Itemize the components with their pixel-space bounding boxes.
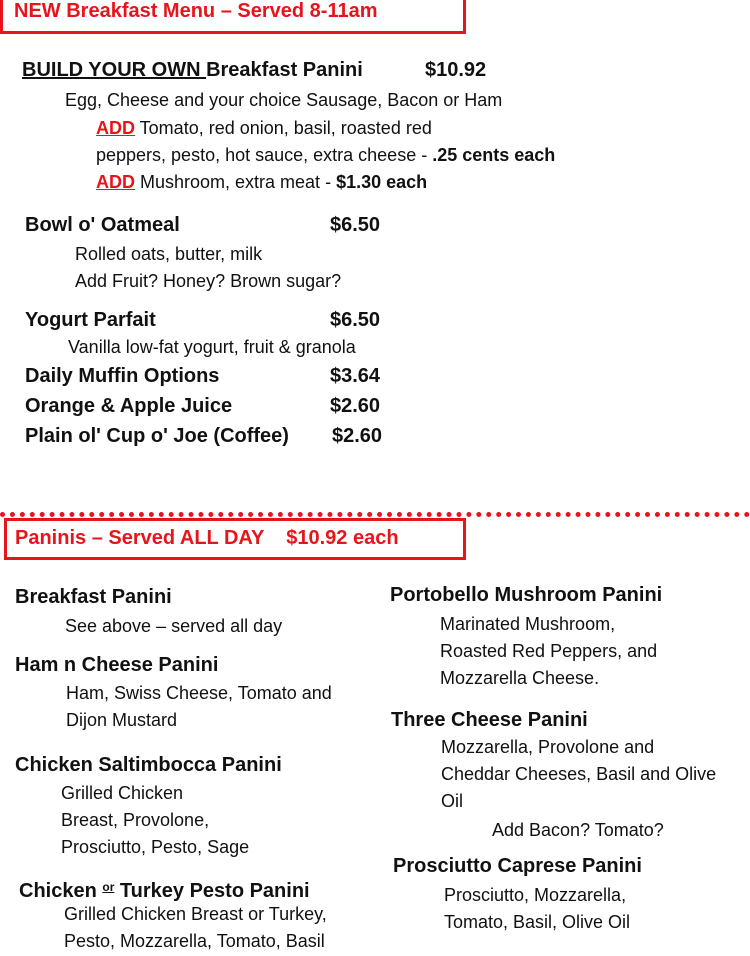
panini-three-cheese-desc: Oil [441, 791, 463, 811]
byo-name: Breakfast Panini [206, 59, 363, 81]
byo-title [22, 58, 363, 82]
byo-add1-line1 [96, 116, 432, 140]
add1-price: .25 cents each [432, 145, 556, 165]
add1-text2: peppers, pesto, hot sauce, extra cheese - [96, 145, 433, 165]
panini-pesto-name [19, 875, 310, 903]
breakfast-header: NEW Breakfast Menu – Served 8-11am [14, 0, 378, 22]
item-juice-price: $2.60 [330, 395, 381, 417]
pesto-name-b: Turkey Pesto Panini [114, 880, 310, 902]
panini-three-cheese-extra: Add Bacon? Tomato? [492, 820, 664, 840]
byo-add2 [96, 170, 427, 194]
byo-price: $10.92 [425, 59, 487, 81]
item-coffee-price: $2.60 [332, 425, 383, 447]
panini-ham-desc: Ham, Swiss Cheese, Tomato and [66, 683, 332, 703]
panini-pesto-desc: Grilled Chicken Breast or Turkey, [64, 904, 327, 924]
panini-pesto-desc: Pesto, Mozzarella, Tomato, Basil [64, 931, 325, 951]
panini-portobello-desc: Marinated Mushroom, [440, 614, 616, 634]
panini-saltimbocca-desc: Prosciutto, Pesto, Sage [61, 837, 250, 857]
panini-breakfast-desc: See above – served all day [65, 616, 283, 636]
add-label: ADD [96, 172, 135, 192]
byo-prefix: BUILD YOUR OWN [22, 59, 207, 81]
panini-ham-name: Ham n Cheese Panini [15, 654, 219, 676]
panini-portobello-name: Portobello Mushroom Panini [390, 584, 663, 606]
add2-price: $1.30 each [336, 172, 428, 192]
item-yogurt-name: Yogurt Parfait [25, 309, 156, 331]
item-oatmeal-name: Bowl o' Oatmeal [25, 214, 180, 236]
item-oatmeal-desc: Add Fruit? Honey? Brown sugar? [75, 271, 342, 291]
panini-portobello-desc: Roasted Red Peppers, and [440, 641, 658, 661]
panini-saltimbocca-desc: Breast, Provolone, [61, 810, 210, 830]
panini-three-cheese-name: Three Cheese Panini [391, 709, 588, 731]
byo-add1-line2 [96, 143, 555, 167]
panini-caprese-desc: Prosciutto, Mozzarella, [444, 885, 627, 905]
pesto-name-a: Chicken [19, 880, 103, 902]
item-coffee-name: Plain ol' Cup o' Joe (Coffee) [25, 425, 289, 447]
pesto-name-or: or [102, 880, 115, 894]
dotted-divider [0, 512, 750, 517]
add-label: ADD [96, 118, 135, 138]
item-muffin-name: Daily Muffin Options [25, 365, 220, 387]
panini-three-cheese-desc: Mozzarella, Provolone and [441, 737, 655, 757]
byo-desc: Egg, Cheese and your choice Sausage, Bacon or Ham [65, 90, 503, 110]
item-muffin-price: $3.64 [330, 365, 381, 387]
item-yogurt-price: $6.50 [330, 309, 381, 331]
add1-text: Tomato, red onion, basil, roasted red [135, 118, 432, 138]
panini-breakfast-name: Breakfast Panini [15, 586, 172, 608]
panini-caprese-desc: Tomato, Basil, Olive Oil [444, 912, 631, 932]
paninis-header: Paninis – Served ALL DAY $10.92 each [15, 527, 399, 549]
panini-saltimbocca-name: Chicken Saltimbocca Panini [15, 754, 282, 776]
panini-ham-desc: Dijon Mustard [66, 710, 178, 730]
item-oatmeal-price: $6.50 [330, 214, 381, 236]
item-oatmeal-desc: Rolled oats, butter, milk [75, 244, 263, 264]
panini-caprese-name: Prosciutto Caprese Panini [393, 855, 642, 877]
panini-portobello-desc: Mozzarella Cheese. [440, 668, 600, 688]
item-juice-name: Orange & Apple Juice [25, 395, 233, 417]
add2-text: Mushroom, extra meat - [135, 172, 337, 192]
panini-three-cheese-desc: Cheddar Cheeses, Basil and Olive [441, 764, 717, 784]
item-yogurt-desc: Vanilla low-fat yogurt, fruit & granola [68, 337, 356, 357]
panini-saltimbocca-desc: Grilled Chicken [61, 783, 184, 803]
